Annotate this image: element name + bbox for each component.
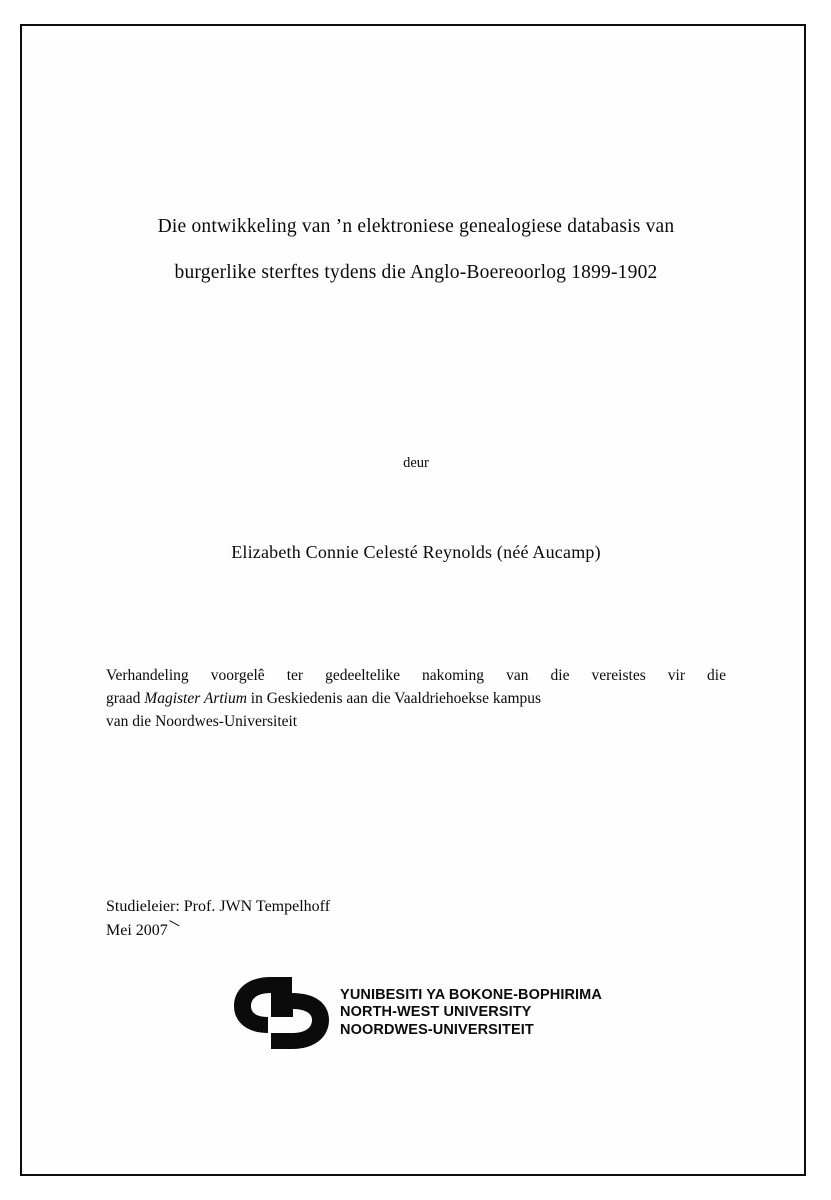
title-line-2: burgerlike sterftes tydens die Anglo-Boereoorlog 1899-1902 xyxy=(174,262,658,283)
degree-name-italic: Magister Artium xyxy=(144,690,247,707)
page-content xyxy=(104,24,728,1176)
logo-text-line-1: YUNIBESITI YA BOKONE-BOPHIRIMA xyxy=(340,986,602,1003)
degree-statement-line-2-after: in Geskiedenis aan die Vaaldriehoekse kampus xyxy=(246,690,542,707)
university-logo-block xyxy=(104,972,728,1054)
author-by-label: deur xyxy=(403,455,429,471)
logo-text-line-3: NOORDWES-UNIVERSITEIT xyxy=(340,1021,534,1038)
author-name: Elizabeth Connie Celesté Reynolds (néé Aucamp) xyxy=(231,542,601,562)
logo-text-line-2: NORTH-WEST UNIVERSITY xyxy=(340,1004,532,1021)
degree-statement-line-2-before: graad xyxy=(106,690,145,707)
degree-statement-line-2 xyxy=(106,687,726,710)
north-west-university-logo xyxy=(230,972,334,1054)
submission-date: Mei 2007 xyxy=(106,922,168,939)
supervisor-line: Studieleier: Prof. JWN Tempelhoff xyxy=(106,898,331,915)
university-logo-text xyxy=(340,987,602,1040)
title-line-1: Die ontwikkeling van ’n elektroniese genealogiese databasis van xyxy=(157,216,675,237)
page-title xyxy=(104,204,728,296)
date-block xyxy=(106,919,168,943)
degree-statement-line-3: van die Noordwes-Universiteit xyxy=(106,713,298,730)
degree-statement xyxy=(106,664,726,733)
degree-statement-line-1: Verhandeling voorgelê ter gedeeltelike nakoming van die vereistes vir die xyxy=(106,667,726,684)
supervisor-block xyxy=(106,895,726,943)
